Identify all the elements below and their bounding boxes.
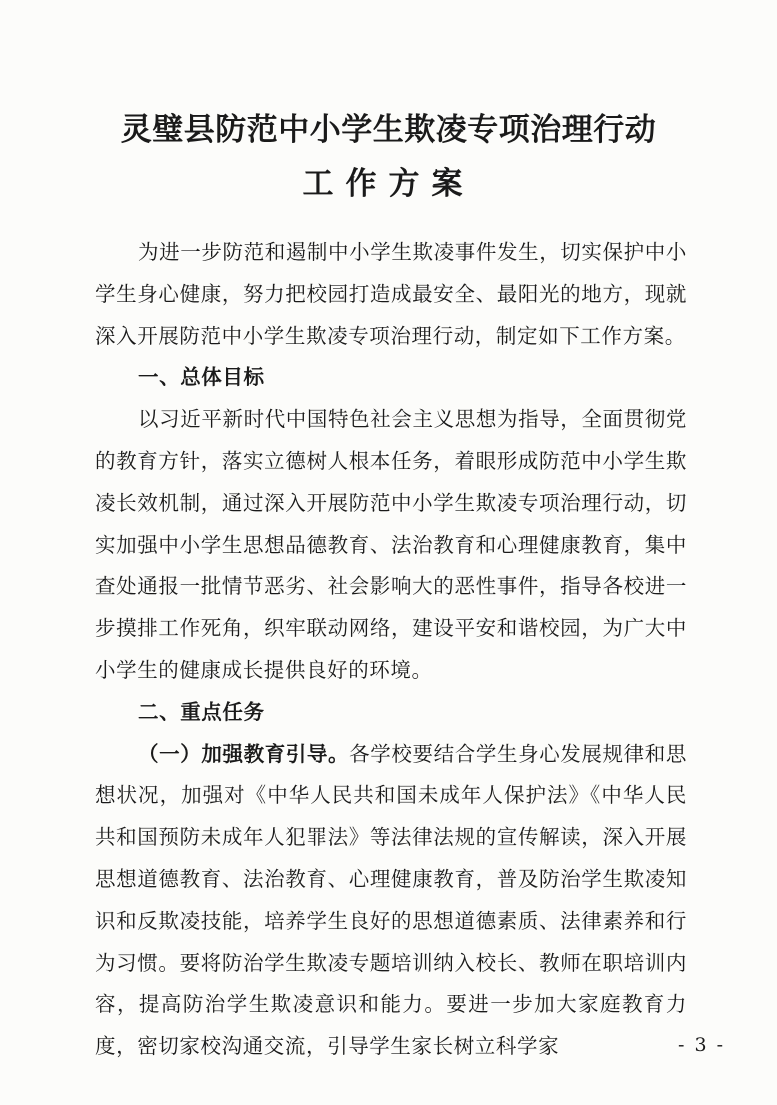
document-subtitle: 工作方案 [302,166,475,202]
page-number: - 3 - [677,1034,725,1056]
section-heading-tasks: 二、重点任务 [138,699,265,724]
goals-paragraph: 以习近平新时代中国特色社会主义思想为指导，全面贯彻党的教育方针，落实立德树人根本任务，着眼形成防范中小学生欺凌长效机制，通过深入开展防范中小学生欺凌专项治理行动，切实加强中小学生思想品德教育、法治教育和心理健康教育，集中查处通报一批情节恶劣、社会影响大的恶性事件，指导各校进一步摸排工作死角，织牢联动网络，建设平安和谐校园，为广大中小学生的健康成长提供良好的环境。 [95,407,687,682]
task-1-paragraph [95,734,687,1068]
task-1-body: 各学校要结合学生身心发展规律和思想状况，加强对《中华人民共和国未成年人保护法》《中华人民共和国预防未成年人犯罪法》等法律法规的宣传解读，深入开展思想道德教育、法治教育、心理健康教育，普及防治学生欺凌知识和反欺凌技能，培养学生良好的思想道德素质、法律素养和行为习惯。要将防治学生欺凌专题培训纳入校长、教师在职培训内容，提高防治学生欺凌意识和能力。要进一步加大家庭教育力度，密切家校沟通交流，引导学生家长树立科学家 [95,741,687,1059]
section-heading-goals: 一、总体目标 [138,365,265,390]
document-title: 灵璧县防范中小学生欺凌专项治理行动 [120,112,657,148]
title-block [0,108,777,206]
task-1-lead: （一）加强教育引导。 [138,741,350,766]
document-body [95,232,687,1068]
intro-paragraph: 为进一步防范和遏制中小学生欺凌事件发生，切实保护中小学生身心健康，努力把校园打造成最安全、最阳光的地方，现就深入开展防范中小学生欺凌专项治理行动，制定如下工作方案。 [95,240,687,348]
